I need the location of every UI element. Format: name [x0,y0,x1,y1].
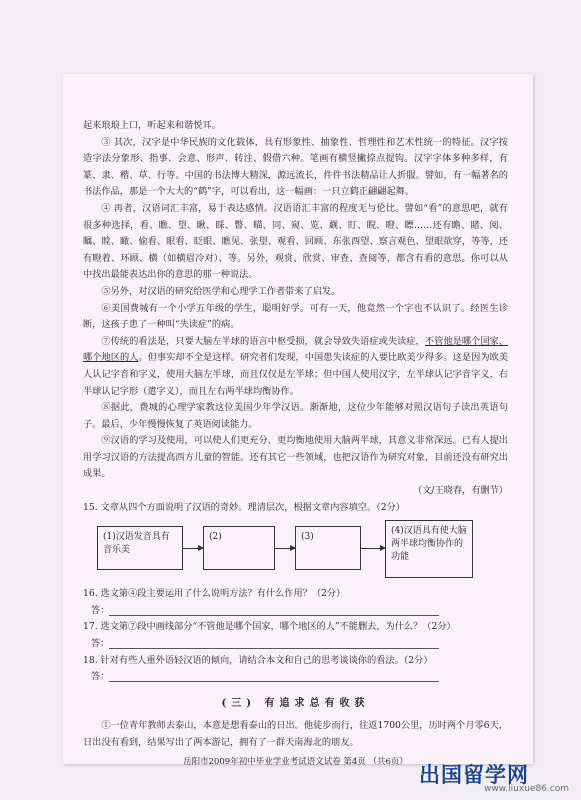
answer-18[interactable] [91,669,508,686]
answer-line[interactable] [109,671,439,682]
watermark-logo [419,764,569,794]
answer-label: 答： [91,638,110,650]
article-paragraph: ④ 再者，汉语词汇丰富，易于表达感情。汉语语汇丰富的程度无与伦比。譬如“看”的意思吧，就有很多种选择，看、瞧、望、瞅、睬、瞥、瞄、同、窥、览、觑、盯、睨、瞪、瞟……还有瞻、睹、阅、瞩、瞠、瞰、偷看、眼看、眨眼、瞧见、张望、观看、回顾、东张西望、察言观色、望眼欲穿，等等，还有瞪着、环顾、横（如横眉冷对）、等。另外，观赏、欣赏、审查、查阅等，都含有看的意思。你可以从中找出最能表达出你的意思的那一种说法。 [83,202,508,281]
flowchart-arrow [361,548,385,549]
question-16: 16. 选文第④段主要运用了什么说明方法？有什么作用？（2分） [83,588,346,600]
article-paragraph: 起来琅琅上口，听起来和谐悦耳。 [83,120,221,131]
answer-label: 答： [91,671,110,683]
answer-17[interactable] [91,636,508,653]
article-source: （文/王晓春，有删节） [413,485,508,497]
flowchart-box-1: (1)汉语发音具有音乐美 [97,526,183,570]
answer-line[interactable] [109,638,439,649]
page-footer: 岳阳市2009年初中毕业学业考试语文试卷 第4页 （共6页） [183,756,408,767]
underlined-phrase: 不管他是哪个国家、哪个地区的人 [83,335,509,364]
watermark-cn: 出国留学网 [419,763,529,787]
exam-page [83,118,508,770]
flowchart-arrow [275,548,295,549]
section-intro-paragraph: ①一位青年教师去泰山，本意是想看泰山的日出。他徒步而行，往返1700公里，历时两个月零6天，日出没有看到，结果写出了两本游记，拥有了一群天南海北的朋友。 [83,720,508,748]
flowchart [83,520,508,584]
answer-label: 答： [91,604,110,616]
question-17: 17. 选文第⑦段中画线部分“不管他是哪个国家，哪个地区的人”不能删去，为什么？（2分） [83,621,456,633]
question-18: 18. 针对有些人重外语轻汉语的倾向，请结合本文和自己的思考谈谈你的看法。（2分） [83,654,433,666]
article-paragraph: ⑦传统的看法是，只要大脑左半球的语言中枢受损，就会导致失语症或失读症，不管他是哪个国家、哪个地区的人。但事实却不全是这样。研究者们发现，中国患失读症的人要比欧美少得多。这是因为欧美人认记字音和字义，使用大脑左半球，而且仅仅是左半球；但中国人使用汉字，左半球认记字音字义，右半球认记字形（遣字义），而且左右两半球均衡协作。 [83,335,509,397]
answer-line[interactable] [109,605,439,616]
section-title: (三) 有追求总有收获 [221,697,370,709]
article-paragraph: ③ 其次，汉字是中华民族的文化载体，具有形象性、抽象性、哲理性和艺术性统一的特征。汉字按造字法分象形、指事、会意、形声、转注、假借六种。笔画有横竖撇捺点提钩。汉字字体多种多样，有篆、隶、楷、草、行等。中国的书法博大精深，源远流长，件件书法精品让人折服。譬如，有一幅著名的书法作品，那是一个大大的“鹤”字，可以看出，这一幅画：一只立鹤正翩翩起舞。 [83,136,508,198]
flowchart-box-2-blank[interactable]: (2) [203,526,275,570]
article-paragraph: ⑨汉语的学习及使用，可以使人们更充分、更均衡地使用大脑两半球，其意义非常深远。已有人提出用学习汉语的方法提高西方儿童的智能。还有其它一些领域，也把汉语作为研究对象，目前还没有研究出成果。 [83,435,508,480]
article-paragraph: ⑧据此，费城的心理学家教这位美国少年学汉语。渐渐地，这位少年能够对照汉语句子读出英语句子。最后，少年慢慢恢复了英语阅读能力。 [83,402,508,430]
answer-16[interactable] [91,603,508,620]
flowchart-box-3-blank[interactable]: (3) [295,526,361,570]
article-paragraph: ⑥美国费城有一个小学五年级的学生，聪明好学。可有一天，他竟然一个字也不认识了。经医生诊断，这孩子患了一种叫“失读症”的病。 [83,302,508,331]
watermark-url: www.liuxue86.com [484,784,569,794]
article-paragraph: ⑤另外，对汉语的研究给医学和心理学工作者带来了启发。 [101,285,341,297]
flowchart-box-4: (4)汉语具有使大脑两半球均衡协作的功能 [385,520,473,578]
question-15: 15. 文章从四个方面说明了汉语的奇妙。理清层次，根据文章内容填空。（2分） [83,501,405,513]
flowchart-arrow [183,548,203,549]
